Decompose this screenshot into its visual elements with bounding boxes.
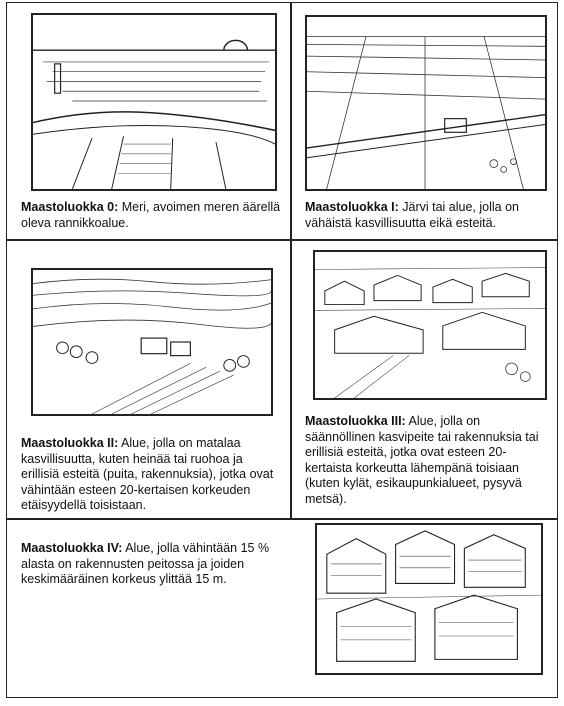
farmland-sketch [31,268,273,416]
open-field-sketch [305,15,547,191]
terrain-class-0-caption: Maastoluokka 0: Meri, avoimen meren äärellä oleva rannikkoalue. [21,200,281,230]
terrain-class-4-caption: Maastoluokka IV: Alue, jolla vähintään 15 % alasta on rakennusten peitossa ja joiden keskimääräinen korkeus ylittää 15 m. [21,541,270,586]
terrain-class-3-cell [291,240,559,518]
terrain-class-1-caption: Maastoluokka I: Järvi tai alue, jolla on vähäistä kasvillisuutta eikä esteitä. [305,200,519,230]
sea-coast-sketch [31,13,277,191]
terrain-class-2-caption: Maastoluokka II: Alue, jolla on matalaa kasvillisuutta, kuten heinää tai ruohoa ja erillisiä esteitä (puita, rakennuksia), jotka ovat vähintään esteen 20-kertaisen korkeuden etäisyydellä toisistaan. [21,436,274,512]
terrain-class-table [6,2,558,698]
terrain-class-3-caption: Maastoluokka III: Alue, jolla on säännöllinen kasvipeite tai rakennuksia tai erillisiä esteitä, jotka ovat esteen 20-kertaista korkeutta lähempänä toisiaan (kuten kylät, esikaupunkialueet, pysyvä metsä). [305,414,539,506]
terrain-class-0-cell [7,3,290,239]
terrain-class-2-cell [7,240,290,518]
village-sketch [313,250,547,400]
terrain-class-4-cell [7,519,559,699]
city-sketch [315,523,543,675]
terrain-class-1-cell [291,3,559,239]
